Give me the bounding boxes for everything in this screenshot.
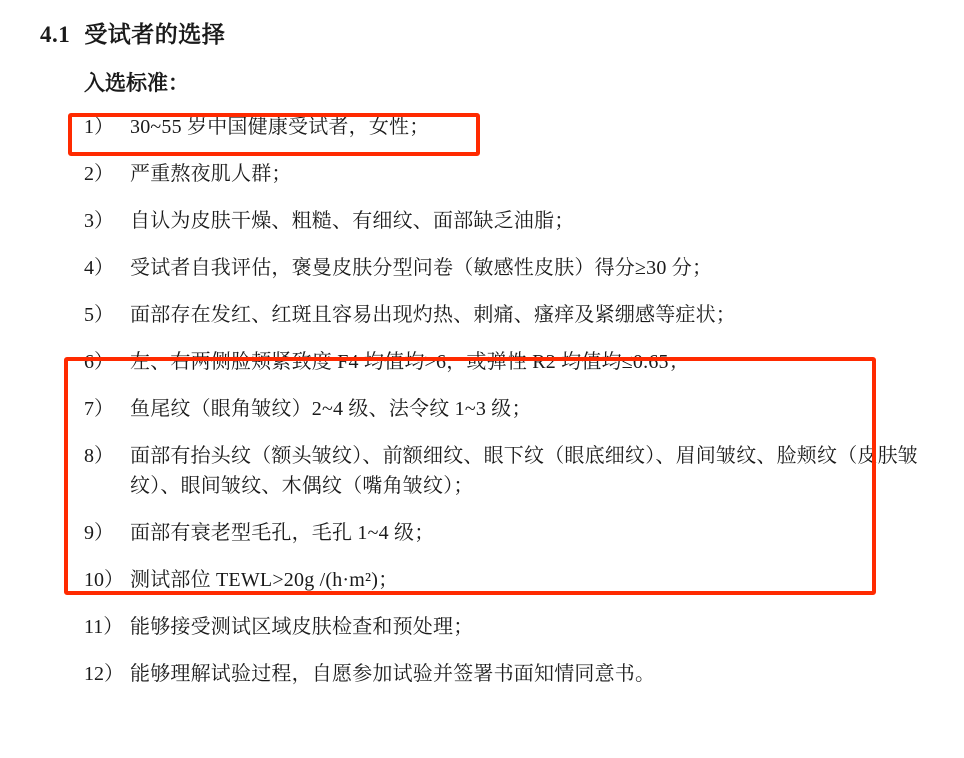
section-title-text: 受试者的选择 <box>84 22 226 47</box>
list-item-text: 面部有抬头纹（额头皱纹）、前额细纹、眼下纹（眼底细纹）、眉间皱纹、脸颊纹（皮肤皱纹）、眼间皱纹、木偶纹（嘴角皱纹）； <box>130 445 918 497</box>
list-item-marker: 6） <box>84 351 114 373</box>
list-item-text: 测试部位 TEWL>20g /(h·m²)； <box>130 569 399 591</box>
list-item <box>84 112 944 142</box>
list-item-text: 自认为皮肤干燥、粗糙、有细纹、面部缺乏油脂； <box>130 210 575 232</box>
list-item <box>84 300 944 330</box>
list-item-text: 左、右两侧脸颊紧致度 F4 均值均>6，或弹性 R2 均值均≤0.65； <box>130 351 689 373</box>
list-item-text: 面部有衰老型毛孔，毛孔 1~4 级； <box>130 522 435 544</box>
list-item <box>84 659 944 689</box>
list-item-text: 面部存在发红、红斑且容易出现灼热、刺痛、瘙痒及紧绷感等症状； <box>130 304 736 326</box>
list-item-text: 能够理解试验过程，自愿参加试验并签署书面知情同意书。 <box>130 663 656 685</box>
list-item-marker: 9） <box>84 522 114 544</box>
criteria-list <box>84 112 944 706</box>
list-item-marker: 11） <box>84 616 124 638</box>
list-item-marker: 7） <box>84 398 114 420</box>
list-item <box>84 565 944 595</box>
list-item-text: 严重熬夜肌人群； <box>130 163 292 185</box>
list-item-text: 受试者自我评估，褒曼皮肤分型问卷（敏感性皮肤）得分≥30 分； <box>130 257 713 279</box>
list-item-text: 30~55 岁中国健康受试者，女性； <box>130 116 430 138</box>
list-item-marker: 12） <box>84 663 124 685</box>
list-item <box>84 347 944 377</box>
list-item <box>84 253 944 283</box>
page-title <box>40 16 225 49</box>
section-number: 4.1 <box>40 22 71 47</box>
list-item <box>84 206 944 236</box>
list-item-marker: 5） <box>84 304 114 326</box>
list-item-marker: 2） <box>84 163 114 185</box>
list-item-text: 能够接受测试区域皮肤检查和预处理； <box>130 616 474 638</box>
list-item <box>84 159 944 189</box>
list-item-text: 鱼尾纹（眼角皱纹）2~4 级、法令纹 1~3 级； <box>130 398 532 420</box>
list-item-marker: 3） <box>84 210 114 232</box>
list-item-marker: 1） <box>84 116 114 138</box>
list-item <box>84 612 944 642</box>
subtitle: 入选标准： <box>84 71 189 95</box>
list-item <box>84 518 944 548</box>
list-item <box>84 394 944 424</box>
list-item-marker: 8） <box>84 445 114 467</box>
list-item <box>84 441 944 501</box>
list-item-marker: 4） <box>84 257 114 279</box>
list-item-marker: 10） <box>84 569 124 591</box>
